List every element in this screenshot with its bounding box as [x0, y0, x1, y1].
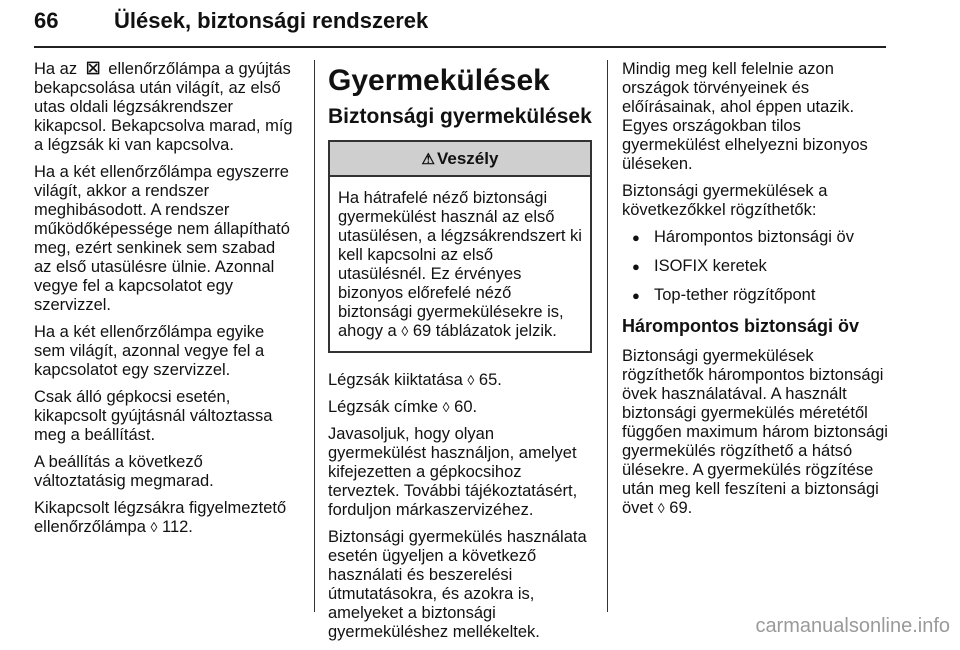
paragraph-setting-kept: A beállítás a következő változtatásig megmarad. [34, 453, 214, 490]
page-ref-link[interactable]: 65. [474, 371, 502, 389]
paragraph-warning-lamp-ref: Kikapcsolt légzsákra figyelmeztető ellenőrzőlámpa ◊ 112. [34, 499, 287, 536]
column-3 [622, 60, 888, 526]
section-title: Ülések, biztonsági rendszerek [114, 8, 429, 33]
column-divider-2 [607, 60, 608, 612]
airbag-off-icon: ☒ [85, 60, 100, 78]
page-ref-icon[interactable]: ◊ [467, 372, 475, 388]
paragraph-both-lamps: Ha a két ellenőrzőlámpa egyszerre világít, akkor a rendszer meghibásodott. A rendszer működőképessége nem állapítható meg, ezért senkinek sem szabad az első utasülésre ülnie. Azonnal vegye fel a kapcsolatot egy szervizzel. [34, 163, 290, 314]
paragraph-airbag-deactivation-ref: Légzsák kiiktatása ◊ 65. [328, 371, 502, 389]
list-item: ● Top-tether rögzítőpont [622, 286, 888, 305]
page-header [34, 6, 886, 48]
paragraph-instructions: Biztonsági gyermekülés használata esetén ügyeljen a következő használati és beszerelési útmutatásokra, és azokra is, amelyeket a biztonsági gyermeküléshez mellékeltek. [328, 528, 587, 641]
warning-triangle-icon: ⚠ [421, 151, 435, 168]
page-ref-icon[interactable]: ◊ [150, 519, 158, 535]
page-ref-link[interactable]: 69. [664, 499, 693, 517]
paragraph-fixing-methods: Biztonsági gyermekülések a következőkkel rögzíthetők: [622, 182, 828, 219]
fixing-methods-list [622, 228, 888, 305]
list-item: ● ISOFIX keretek [622, 257, 888, 276]
column-1 [34, 60, 296, 545]
section-heading: Biztonsági gyermekülések [328, 105, 592, 128]
subsection-heading: Hárompontos biztonsági öv [622, 316, 860, 336]
page-number: 66 [34, 8, 59, 33]
paragraph-no-lamp: Ha a két ellenőrzőlámpa egyike sem világít, azonnal vegye fel a kapcsolatot egy szervizzel. [34, 323, 265, 379]
page-ref-link[interactable]: 69 táblázatok jelzik. [408, 322, 557, 340]
danger-warning-box [328, 140, 592, 353]
paragraph-recommendation: Javasoljuk, hogy olyan gyermekülést használjon, amelyet kifejezetten a gépkocsihoz terveztek. További tájékoztatásért, forduljon márkaszervizéhez. [328, 425, 578, 519]
page-ref-icon[interactable]: ◊ [657, 500, 665, 516]
column-divider-1 [314, 60, 315, 612]
page-ref-link[interactable]: 60. [449, 398, 478, 416]
paragraph-airbag-lamp: Ha az ☒ ellenőrzőlámpa a gyújtás bekapcsolása után világít, az első utas oldali légzsákrendszer kikapcsol. Bekapcsolva marad, míg a légzsák ki van kapcsolva. [34, 60, 293, 154]
page-ref-icon[interactable]: ◊ [442, 399, 450, 415]
paragraph-three-point-belt: Biztonsági gyermekülések rögzíthetők hárompontos biztonsági övek használatával. A használt biztonsági gyermekülés méretétől függően maximum három biztonsági gyermekülés rögzíthető a hátsó ülésekre. A gyermekülés rögzítése után meg kell feszíteni a biztonsági övet ◊ 69. [622, 347, 888, 517]
page-ref-icon[interactable]: ◊ [401, 323, 409, 339]
column-2 [328, 64, 592, 650]
warning-header [330, 142, 590, 177]
chapter-heading: Gyermekülések [328, 64, 550, 97]
warning-body: Ha hátrafelé néző biztonsági gyermekülést használ az első utasülésen, a légzsákrendszert ki kell kapcsolni az első utasülésnél. Ez érvényes bizonyos előrefelé néző biztonsági gyermekülésekre is, ahogy a ◊ 69 táblázatok jelzik. [338, 189, 582, 340]
page-ref-link[interactable]: 112. [157, 518, 193, 536]
paragraph-laws: Mindig meg kell felelnie azon országok törvényeinek és előírásainak, ahol éppen utazik. Egyes országokban tilos gyermekülést elhelyezni bizonyos üléseken. [622, 60, 868, 173]
list-item: ● Hárompontos biztonsági öv [622, 228, 888, 247]
paragraph-airbag-label-ref: Légzsák címke ◊ 60. [328, 398, 478, 416]
warning-title: Veszély [437, 149, 499, 168]
watermark: carmanualsonline.info [755, 615, 950, 637]
paragraph-change-setting: Csak álló gépkocsi esetén, kikapcsolt gyújtásnál változtassa meg a beállítást. [34, 388, 273, 444]
